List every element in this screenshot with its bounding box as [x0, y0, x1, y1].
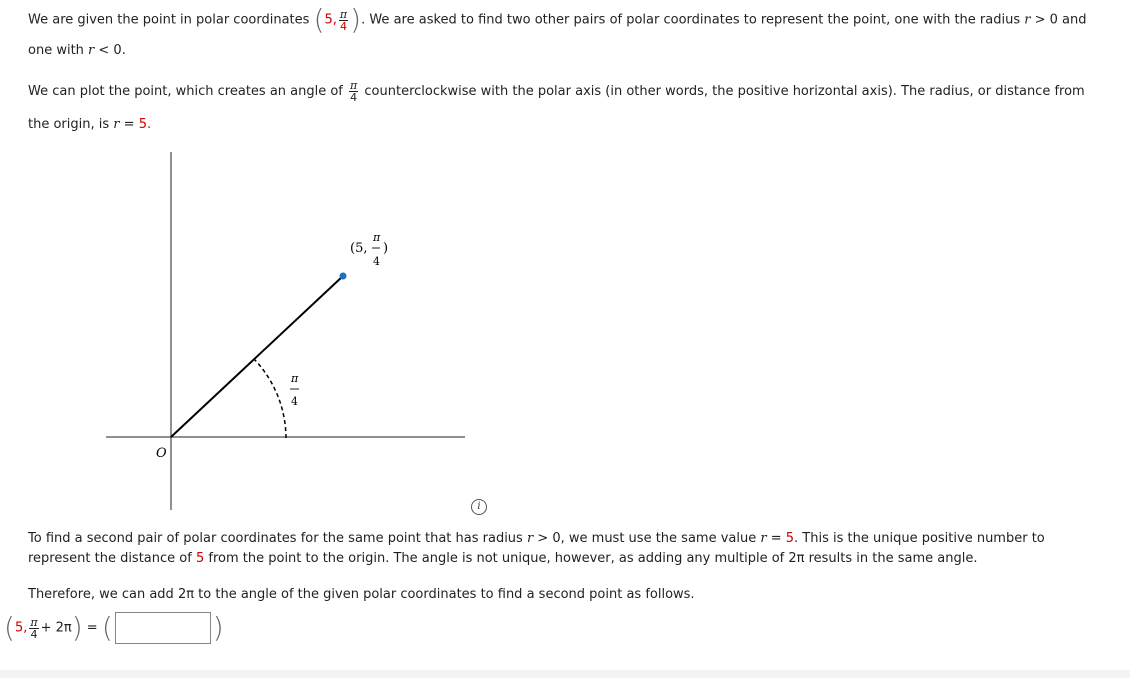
para1-text-b: . We are asked to find two other pairs of polar coordinates to represent the point, one with the radius	[361, 12, 1021, 28]
radius-segment	[171, 276, 343, 437]
given-angle-num: π	[339, 7, 348, 21]
equals-sign: =	[770, 531, 782, 546]
paragraph-given-point	[28, 3, 1087, 36]
close-paren: )	[350, 3, 362, 36]
polar-point	[340, 273, 347, 280]
paragraph-therefore	[28, 587, 695, 602]
paragraph-plot-point	[28, 80, 1085, 103]
angle-num: π	[350, 79, 358, 92]
eq-r-value: 5,	[14, 620, 28, 636]
cond-positive: > 0 and	[1034, 12, 1087, 28]
equation-row	[4, 612, 224, 644]
equals-sign: =	[123, 117, 135, 132]
cond-negative: < 0.	[98, 43, 126, 58]
eq-angle-den: 4	[30, 627, 38, 641]
point-label-close: )	[383, 241, 389, 256]
eq-open-paren: (	[4, 611, 15, 644]
eq-equals: =	[86, 620, 98, 636]
para2-text-b: counterclockwise with the polar axis (in other words, the positive horizontal axis). The radius, or distance from	[364, 84, 1085, 99]
angle-den: 4	[350, 91, 358, 104]
r-variable: r	[1024, 12, 1031, 28]
given-angle-fraction	[339, 9, 348, 32]
eq-plus-2pi: + 2π	[40, 620, 72, 636]
radius-value: 5	[785, 531, 795, 546]
answer-open-paren: (	[101, 611, 113, 644]
para3-cond: > 0, we must use the same value	[537, 531, 757, 546]
point-label-den: 4	[373, 255, 380, 268]
para2-line2-a: the origin, is	[28, 117, 110, 132]
paragraph-given-point-line2	[28, 43, 126, 58]
r-variable: r	[526, 531, 534, 546]
open-paren: (	[313, 3, 325, 36]
para3-line2-b: from the point to the origin. The angle is not unique, however, as adding any multiple of 2π results in the same angle.	[208, 551, 978, 566]
r-variable: r	[760, 531, 767, 546]
angle-label-num: π	[291, 372, 299, 385]
para3-line2-a: represent the distance of	[28, 551, 192, 566]
r-variable: r	[113, 117, 120, 132]
given-angle-den: 4	[340, 19, 348, 33]
para2-text-a: We can plot the point, which creates an angle of	[28, 84, 343, 99]
angle-label-den: 4	[291, 395, 298, 408]
paragraph-plot-point-line2	[28, 117, 151, 132]
paragraph-second-pair-line2	[28, 551, 977, 566]
point-label-open: (5,	[350, 241, 368, 256]
paragraph-second-pair	[28, 531, 1045, 546]
answer-input[interactable]	[115, 612, 211, 644]
para1-text-a: We are given the point in polar coordinates	[28, 12, 310, 28]
para4-text: Therefore, we can add 2π to the angle of the given polar coordinates to find a second point as follows.	[28, 587, 695, 602]
bottom-strip	[0, 670, 1130, 678]
point-label-num: π	[373, 231, 381, 244]
eq-angle-fraction	[29, 617, 38, 640]
info-icon[interactable]: i	[471, 499, 487, 515]
angle-arc	[254, 359, 286, 438]
eq-close-paren: )	[71, 611, 83, 644]
distance-value: 5	[195, 551, 205, 566]
origin-label: O	[156, 446, 167, 461]
angle-fraction	[349, 80, 358, 103]
polar-graph	[100, 150, 470, 512]
para1-line2-a: one with	[28, 43, 84, 58]
para3-text-b: . This is the unique positive number to	[794, 531, 1045, 546]
given-r-value: 5,	[324, 12, 337, 28]
radius-value: 5.	[138, 117, 152, 132]
answer-close-paren: )	[212, 611, 224, 644]
eq-angle-num: π	[30, 615, 38, 629]
para3-text-a: To find a second pair of polar coordinates for the same point that has radius	[28, 531, 523, 546]
r-variable: r	[88, 43, 95, 58]
